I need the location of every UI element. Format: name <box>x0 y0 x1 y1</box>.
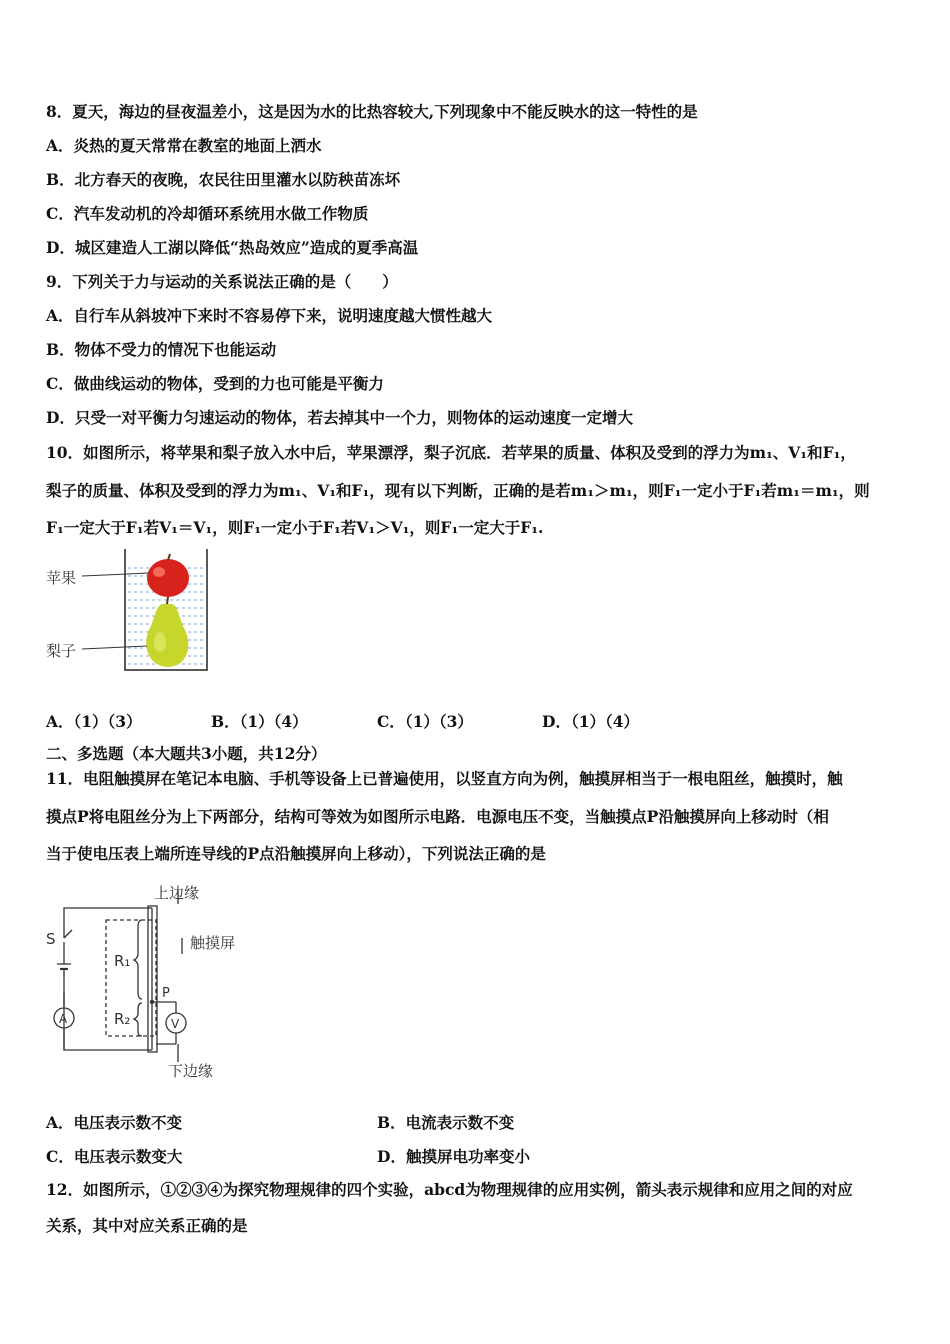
q10-option-c: C．（1）（3） <box>377 712 473 731</box>
q10-stem-line3: F₁一定大于F₁若V₁＝V₁，则F₁一定小于F₁若V₁＞V₁，则F₁一定大于F₁. <box>46 518 544 537</box>
q11-option-b: B．电流表示数不变 <box>377 1113 515 1132</box>
q8-option-a: A．炎热的夏天常常在教室的地面上洒水 <box>46 136 322 155</box>
q11-stem-line3: 当于使电压表上端所连导线的P点沿触摸屏向上移动），下列说法正确的是 <box>46 844 546 863</box>
q11-option-a: A．电压表示数不变 <box>46 1113 183 1132</box>
q8-option-b: B．北方春天的夜晚，农民往田里灌水以防秧苗冻坏 <box>46 170 401 189</box>
r2-bracket <box>134 1003 142 1036</box>
pear-label: 梨子 <box>46 642 77 660</box>
apple-label: 苹果 <box>46 569 77 587</box>
ammeter-label: A <box>59 1012 68 1026</box>
r1-bracket <box>134 920 142 999</box>
q9-stem: 9．下列关于力与运动的关系说法正确的是（ ） <box>46 272 398 291</box>
q11-stem-line1: 11．电阻触摸屏在笔记本电脑、手机等设备上已普遍使用，以竖直方向为例，触摸屏相当于一根电阻丝，触摸时，触 <box>46 769 843 788</box>
bottom-edge-label: 下边缘 <box>168 1062 214 1080</box>
screen-label: 触摸屏 <box>190 934 236 952</box>
q12-stem-line1: 12．如图所示，①②③④为探究物理规律的四个实验，abcd为物理规律的应用实例，箭头表示规律和应用之间的对应 <box>46 1180 853 1199</box>
p-dot <box>150 1000 154 1004</box>
apple-leader <box>82 573 149 576</box>
q9-option-c: C．做曲线运动的物体，受到的力也可能是平衡力 <box>46 374 384 393</box>
top-edge-label: 上边缘 <box>154 884 200 902</box>
q11-circuit-figure <box>44 882 264 1084</box>
q9-option-a: A．自行车从斜坡冲下来时不容易停下来，说明速度越大惯性越大 <box>46 306 493 325</box>
wire-bottom <box>64 992 152 1050</box>
q10-figure <box>46 546 216 676</box>
q10-stem-line2: 梨子的质量、体积及受到的浮力为m₁、V₁和F₁，现有以下判断，正确的是若m₁＞m₁，则F₁一定小于F₁若m₁＝m₁，则 <box>46 481 870 500</box>
r2-label: R₂ <box>114 1010 131 1028</box>
touch-screen-circuit <box>44 882 264 1084</box>
switch-label: S <box>46 930 56 948</box>
q9-option-d: D．只受一对平衡力匀速运动的物体，若去掉其中一个力，则物体的运动速度一定增大 <box>46 408 633 427</box>
p-label: P <box>162 986 170 1001</box>
q8-option-c: C．汽车发动机的冷却循环系统用水做工作物质 <box>46 204 369 223</box>
section-heading-multiple-choice: 二、多选题（本大题共3小题，共12分） <box>46 744 327 763</box>
apple <box>147 554 189 597</box>
q10-stem-line1: 10．如图所示，将苹果和梨子放入水中后，苹果漂浮，梨子沉底．若苹果的质量、体积及受到的浮力为m₁、V₁和F₁， <box>46 443 856 462</box>
q10-option-d: D．（1）（4） <box>542 712 640 731</box>
switch-blade <box>64 930 72 938</box>
q12-stem-line2: 关系，其中对应关系正确的是 <box>46 1216 248 1235</box>
q11-option-d: D．触摸屏电功率变小 <box>377 1147 530 1166</box>
q9-option-b: B．物体不受力的情况下也能运动 <box>46 340 277 359</box>
q8-stem: 8．夏天，海边的昼夜温差小，这是因为水的比热容较大,下列现象中不能反映水的这一特性的是 <box>46 102 698 121</box>
q10-option-b: B．（1）（4） <box>211 712 308 731</box>
q11-option-c: C．电压表示数变大 <box>46 1147 183 1166</box>
q8-option-d: D．城区建造人工湖以降低“热岛效应”造成的夏季高温 <box>46 238 419 257</box>
q10-option-a: A．（1）（3） <box>46 712 142 731</box>
q11-stem-line2: 摸点P将电阻丝分为上下两部分，结构可等效为如图所示电路．电源电压不变，当触摸点P沿触摸屏向上移动时（相 <box>46 807 829 826</box>
voltmeter-label: V <box>171 1017 180 1031</box>
pear-leader <box>82 646 147 649</box>
r1-label: R₁ <box>114 952 131 970</box>
